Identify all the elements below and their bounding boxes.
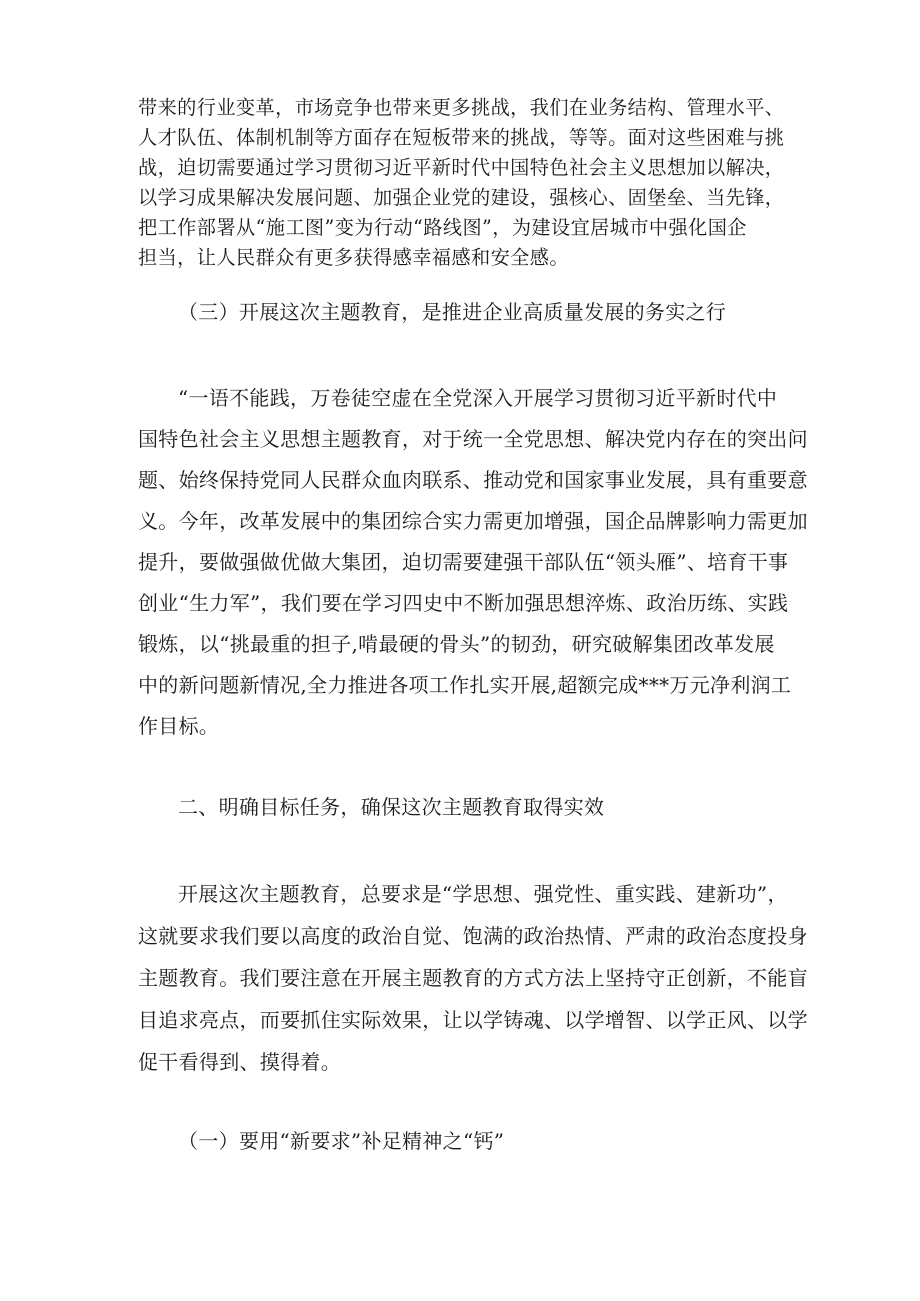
paragraph-line: 促干看得到、摸得着。: [138, 1050, 341, 1074]
intro-line: 把工作部署从“施工图”变为行动“路线图”，为建设宜居城市中强化国企: [138, 216, 747, 239]
intro-line: 战，迫切需要通过学习贯彻习近平新时代中国特色社会主义思想加以解决，: [138, 156, 785, 179]
paragraph-line: 主题教育。我们要注意在开展主题教育的方式方法上坚持守正创新，不能盲: [138, 966, 808, 990]
intro-line: 担当，让人民群众有更多获得感幸福感和安全感。: [138, 246, 569, 269]
section-heading: 二、明确目标任务，确保这次主题教育取得实效: [178, 795, 605, 819]
intro-line: 人才队伍、体制机制等方面存在短板带来的挑战，等等。面对这些困难与挑: [138, 126, 785, 149]
paragraph-line: 锻炼，以“挑最重的担子,啃最硬的骨头”的韧劲，研究破解集团改革发展: [138, 632, 775, 656]
paragraph-line: 开展这次主题教育，总要求是“学思想、强党性、重实践、建新功”，: [178, 882, 788, 906]
paragraph-line: 这就要求我们要以高度的政治自觉、饱满的政治热情、严肃的政治态度投身: [138, 924, 808, 948]
paragraph-line: 提升，要做强做优做大集团，迫切需要建强干部队伍“领头雁”、培育干事: [138, 550, 789, 574]
intro-line: 带来的行业变革，市场竞争也带来更多挑战，我们在业务结构、管理水平、: [138, 96, 785, 119]
section-heading: （一）要用“新要求”补足精神之“钙”: [178, 1129, 505, 1153]
paragraph-line: 中的新问题新情况,全力推进各项工作扎实开展,超额完成***万元净利润工: [138, 673, 792, 697]
paragraph-line: 作目标。: [138, 714, 220, 738]
paragraph-line: 目追求亮点，而要抓住实际效果，让以学铸魂、以学增智、以学正风、以学: [138, 1008, 808, 1032]
paragraph-line: 题、始终保持党同人民群众血肉联系、推动党和国家事业发展，具有重要意: [138, 468, 808, 492]
paragraph-line: “一语不能践，万卷徒空虚在全党深入开展学习贯彻习近平新时代中: [178, 386, 778, 410]
intro-line: 以学习成果解决发展问题、加强企业党的建设，强核心、固堡垒、当先锋，: [138, 186, 785, 209]
paragraph-line: 义。今年，改革发展中的集团综合实力需更加增强，国企品牌影响力需更加: [138, 509, 808, 533]
paragraph-line: 国特色社会主义思想主题教育，对于统一全党思想、解决党内存在的突出问: [138, 427, 808, 451]
paragraph-line: 创业“生力军”，我们要在学习四史中不断加强思想淬炼、政治历练、实践: [138, 591, 789, 615]
section-heading: （三）开展这次主题教育，是推进企业高质量发展的务实之行: [178, 300, 727, 324]
